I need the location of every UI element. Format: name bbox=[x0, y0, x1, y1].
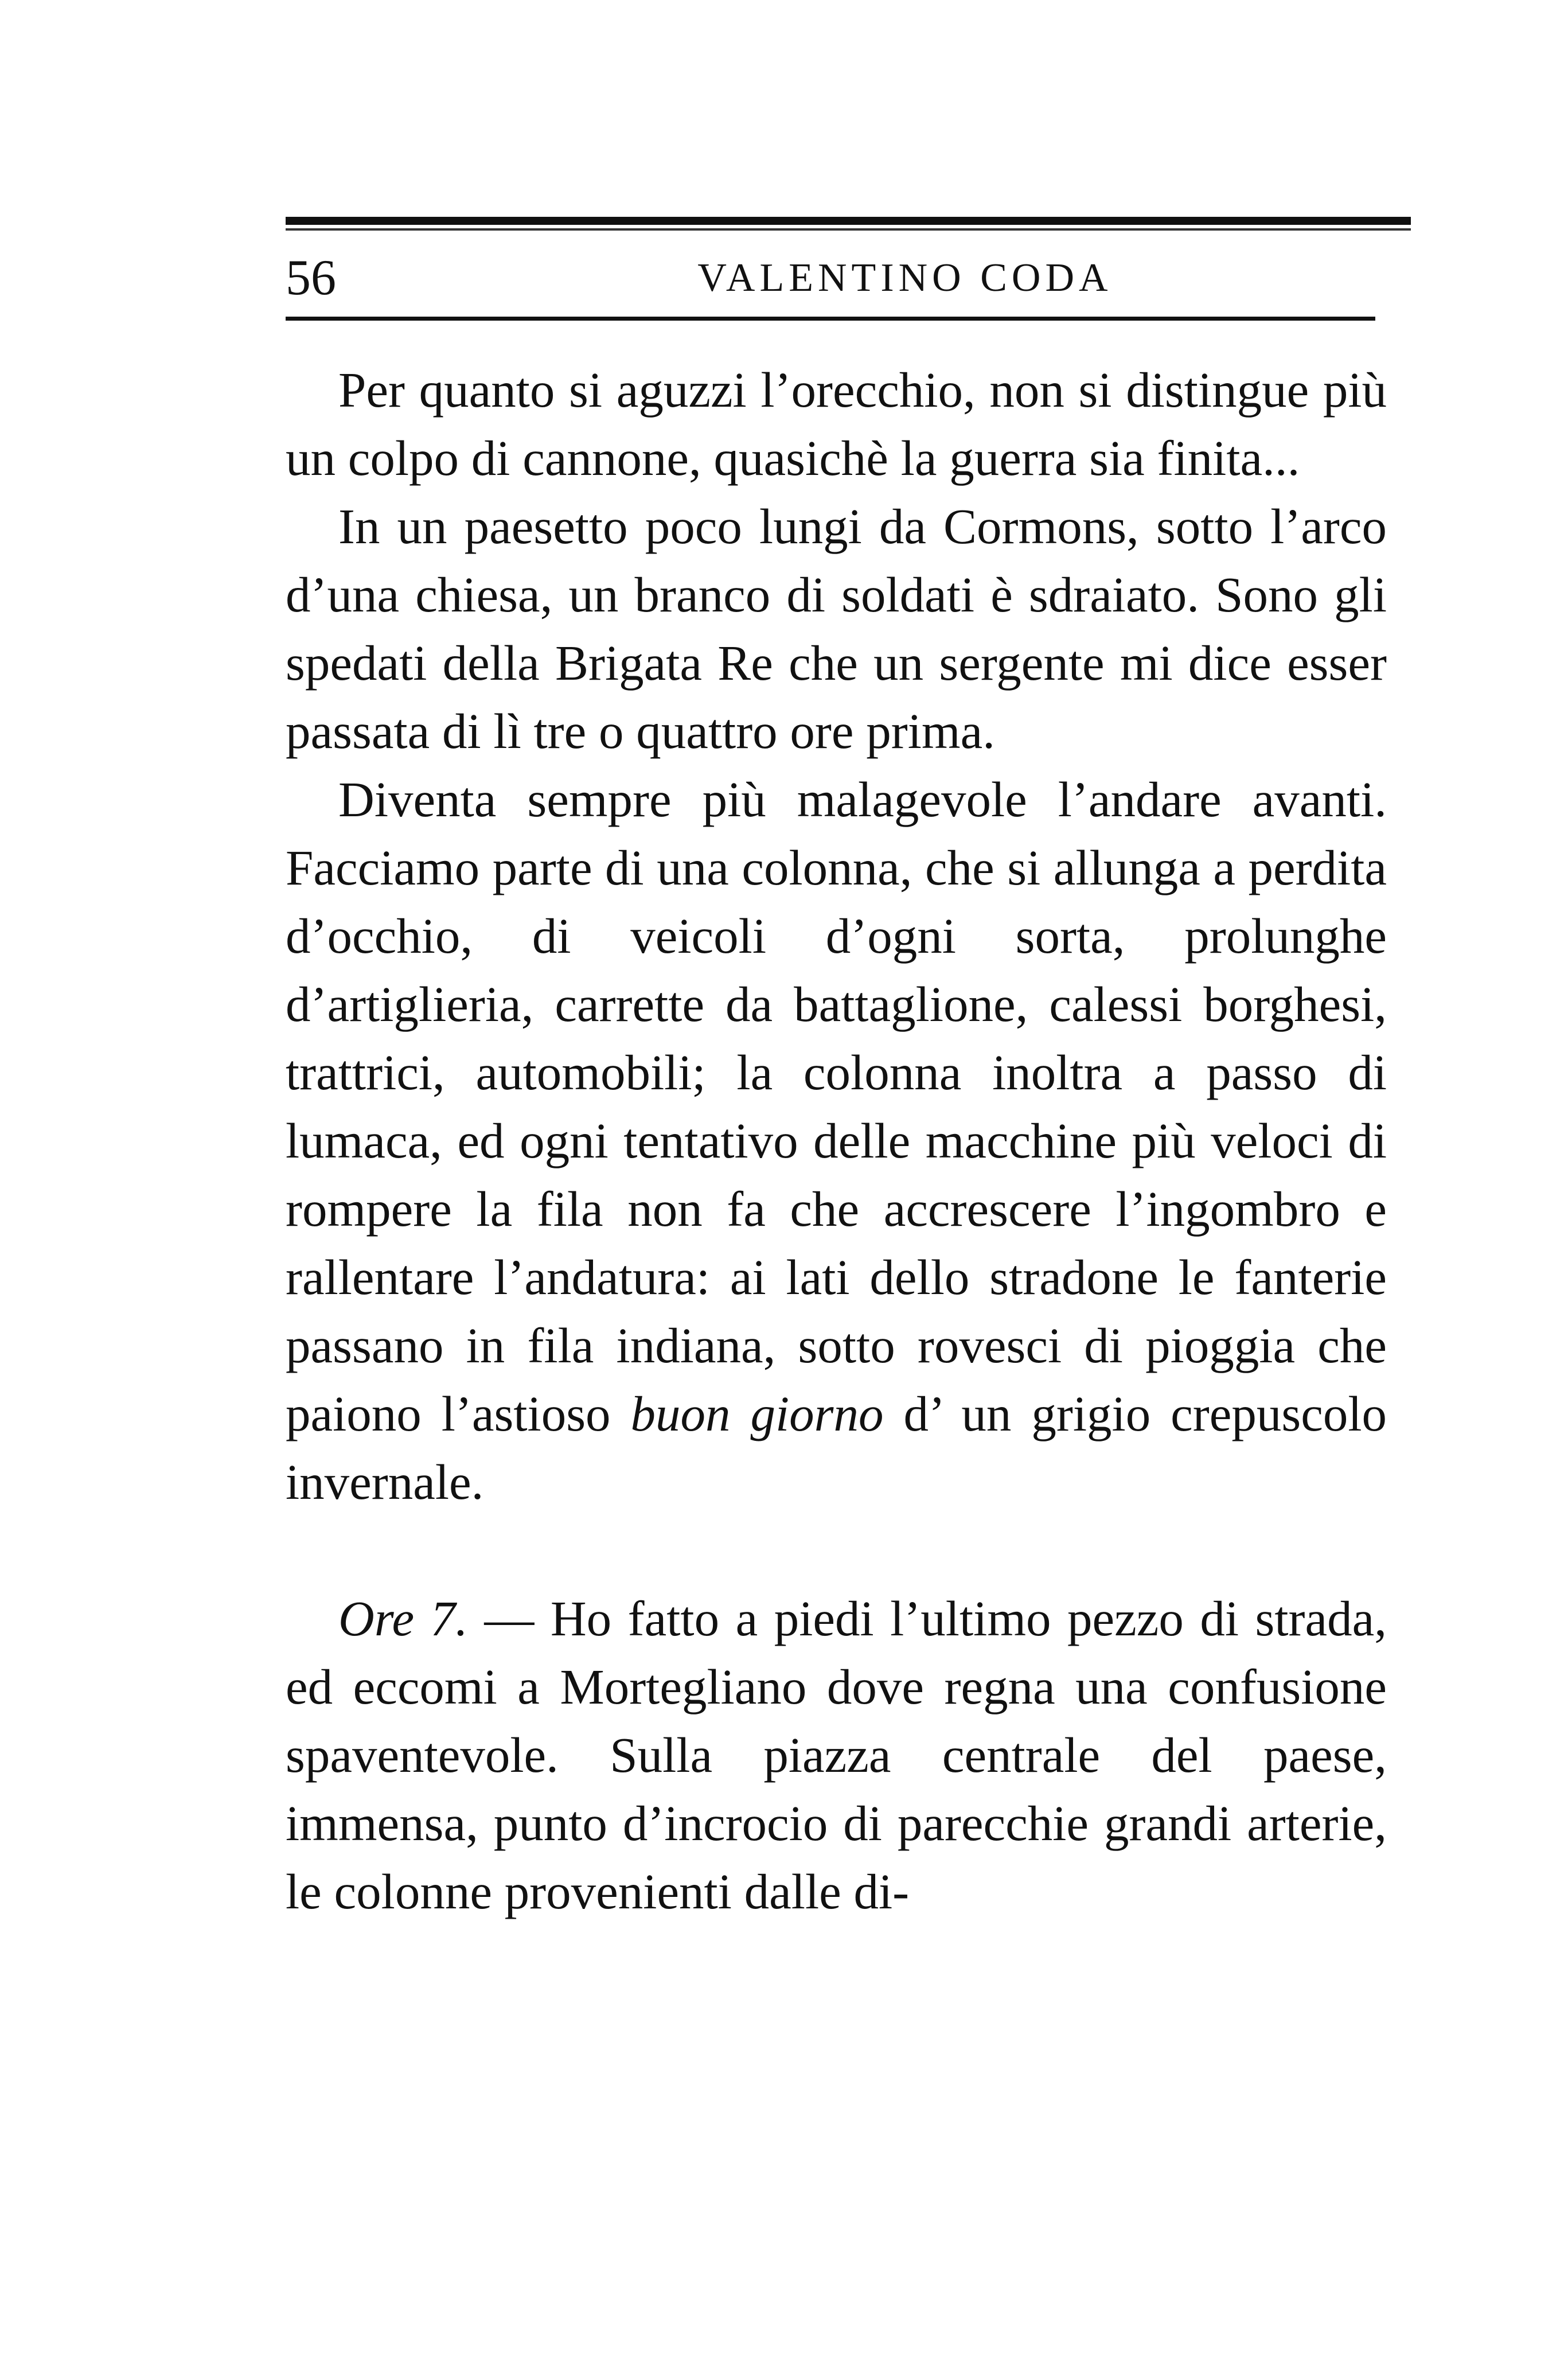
header-rule bbox=[286, 317, 1375, 321]
page-header bbox=[286, 247, 1375, 310]
running-head: VALENTINO CODA bbox=[697, 256, 1113, 300]
top-rule-thin bbox=[286, 228, 1411, 231]
paragraph-1 bbox=[286, 356, 1387, 492]
paragraph-2 bbox=[286, 492, 1387, 765]
paragraph-4-text: — Ho fatto a piedi l’ultimo pezzo di strada, ed eccomi a Mortegliano dove regna una confusione spaventevole. Sulla piazza centrale del paese, immensa, punto d’incrocio di parecchie grandi arterie, le colonne provenienti dalle di- bbox=[286, 1591, 1387, 1919]
paragraph-2-text: In un paesetto poco lungi da Cormons, sotto l’arco d’una chiesa, un branco di soldati è sdraiato. Sono gli spedati della Brigata Re che un sergente mi dice esser passata di lì tre o quattro ore prima. bbox=[286, 498, 1387, 759]
paragraph-1-text: Per quanto si aguzzi l’orecchio, non si distingue più un colpo di cannone, quasichè la guerra sia finita... bbox=[286, 362, 1387, 486]
paragraph-3-emphasis: buon giorno bbox=[630, 1386, 884, 1441]
paragraph-3-text-after: d’ un grigio crepuscolo invernale. bbox=[286, 1386, 1387, 1510]
page-number: 56 bbox=[286, 250, 336, 306]
paragraph-3-text-before: Diventa sempre più malagevole l’andare avanti. Facciamo parte di una colonna, che si allunga a perdita d’occhio, di veicoli d’ogni sorta, prolunghe d’artiglieria, carrette da battaglione, calessi borghesi, trattrici, automobili; la colonna inoltra a passo di lumaca, ed ogni tentativo delle macchine più veloci di rompere la fila non fa che accrescere l’ingombro e rallentare l’andatura: ai lati dello stradone le fanterie passano in fila indiana, sotto rovesci di pioggia che paiono l’astioso bbox=[286, 771, 1387, 1441]
body-text bbox=[286, 356, 1387, 1926]
paragraph-3 bbox=[286, 765, 1387, 1516]
paragraph-4 bbox=[286, 1584, 1387, 1926]
top-rule bbox=[286, 217, 1411, 225]
paragraph-4-dateline: Ore 7. bbox=[338, 1591, 468, 1646]
